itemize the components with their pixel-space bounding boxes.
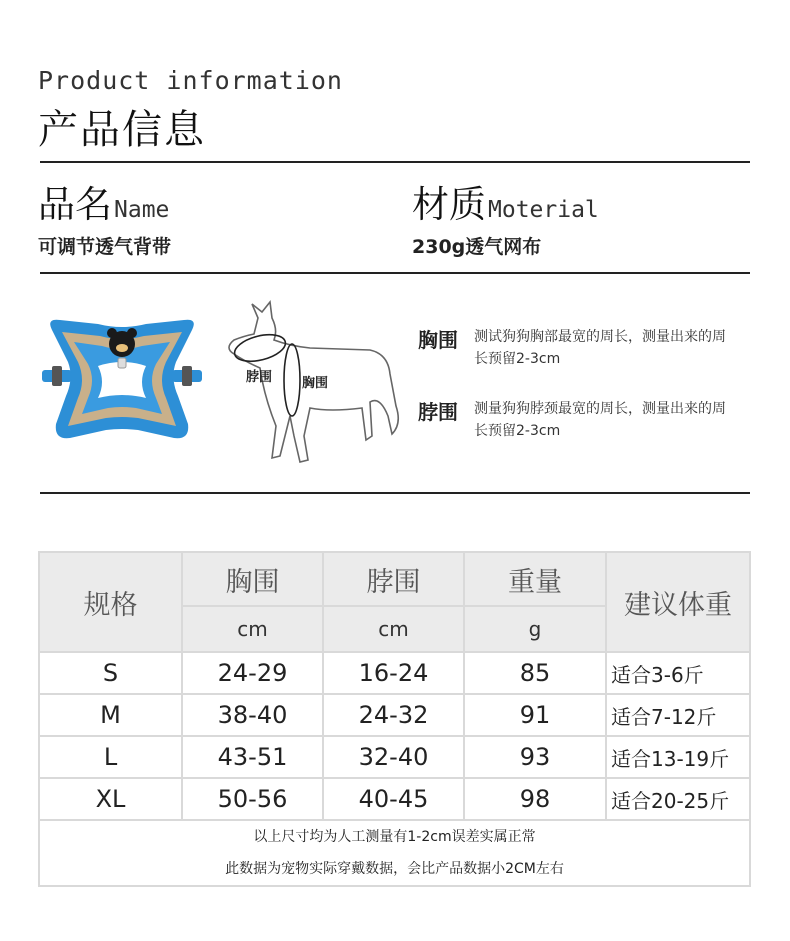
material-heading-en: Moterial (488, 197, 599, 223)
table-row (39, 694, 750, 736)
table-row (39, 652, 750, 694)
row-weight: 85 (464, 652, 606, 694)
header-size: 规格 (39, 552, 182, 652)
divider-bottom (40, 492, 750, 494)
name-heading-cn: 品名 (38, 183, 112, 226)
row-neck: 32-40 (323, 736, 464, 778)
row-neck: 40-45 (323, 778, 464, 820)
divider-top (40, 161, 750, 163)
name-value: 可调节透气背带 (38, 236, 172, 258)
page-title-cn: 产品信息 (38, 107, 206, 153)
measure-chest (418, 326, 736, 370)
material-heading (412, 174, 599, 228)
row-size: S (39, 652, 182, 694)
dog-label-neck: 脖围 (246, 370, 273, 385)
page-title-en: Product information (38, 66, 343, 95)
harness-buckle-left (52, 366, 62, 386)
neck-measure-ring (232, 330, 288, 366)
harness-buckle-right (182, 366, 192, 386)
header-weight: 重量 (464, 552, 606, 606)
bear-ear-right-icon (127, 328, 137, 338)
header-chest: 胸围 (182, 552, 323, 606)
row-chest: 24-29 (182, 652, 323, 694)
row-size: L (39, 736, 182, 778)
harness-leash-ring (118, 358, 126, 368)
row-recommend: 适合3-6斤 (606, 652, 750, 694)
unit-weight: g (464, 606, 606, 652)
measure-neck-desc: 测量狗狗脖颈最宽的周长，测量出来的周长预留2-3cm (474, 401, 726, 439)
unit-chest: cm (182, 606, 323, 652)
bear-snout-icon (116, 344, 128, 352)
bear-ear-left-icon (107, 328, 117, 338)
row-chest: 50-56 (182, 778, 323, 820)
chest-measure-ring (284, 344, 300, 416)
measure-neck (418, 398, 736, 442)
row-recommend: 适合13-19斤 (606, 736, 750, 778)
row-size: XL (39, 778, 182, 820)
row-size: M (39, 694, 182, 736)
material-heading-cn: 材质 (412, 183, 486, 226)
row-recommend: 适合7-12斤 (606, 694, 750, 736)
measure-chest-desc: 测试狗狗胸部最宽的周长，测量出来的周长预留2-3cm (474, 329, 726, 367)
note-line-2: 此数据为宠物实际穿戴数据，会比产品数据小2CM左右 (225, 861, 564, 877)
row-chest: 43-51 (182, 736, 323, 778)
row-weight: 91 (464, 694, 606, 736)
dog-label-chest: 胸围 (302, 376, 329, 391)
row-neck: 24-32 (323, 694, 464, 736)
name-heading-en: Name (114, 197, 170, 223)
table-note (39, 820, 750, 886)
row-weight: 93 (464, 736, 606, 778)
header-recommend: 建议体重 (606, 552, 750, 652)
header-neck: 脖围 (323, 552, 464, 606)
measure-neck-key: 脖围 (418, 400, 458, 424)
name-heading (38, 174, 169, 228)
divider-middle (40, 272, 750, 274)
table-row (39, 778, 750, 820)
unit-neck: cm (323, 606, 464, 652)
note-line-1: 以上尺寸均为人工测量有1-2cm误差实属正常 (253, 829, 536, 845)
row-chest: 38-40 (182, 694, 323, 736)
row-weight: 98 (464, 778, 606, 820)
size-table (38, 551, 751, 887)
measure-chest-key: 胸围 (418, 328, 458, 352)
material-value: 230g透气网布 (412, 236, 542, 258)
row-neck: 16-24 (323, 652, 464, 694)
row-recommend: 适合20-25斤 (606, 778, 750, 820)
table-row (39, 736, 750, 778)
harness-image (38, 300, 206, 448)
